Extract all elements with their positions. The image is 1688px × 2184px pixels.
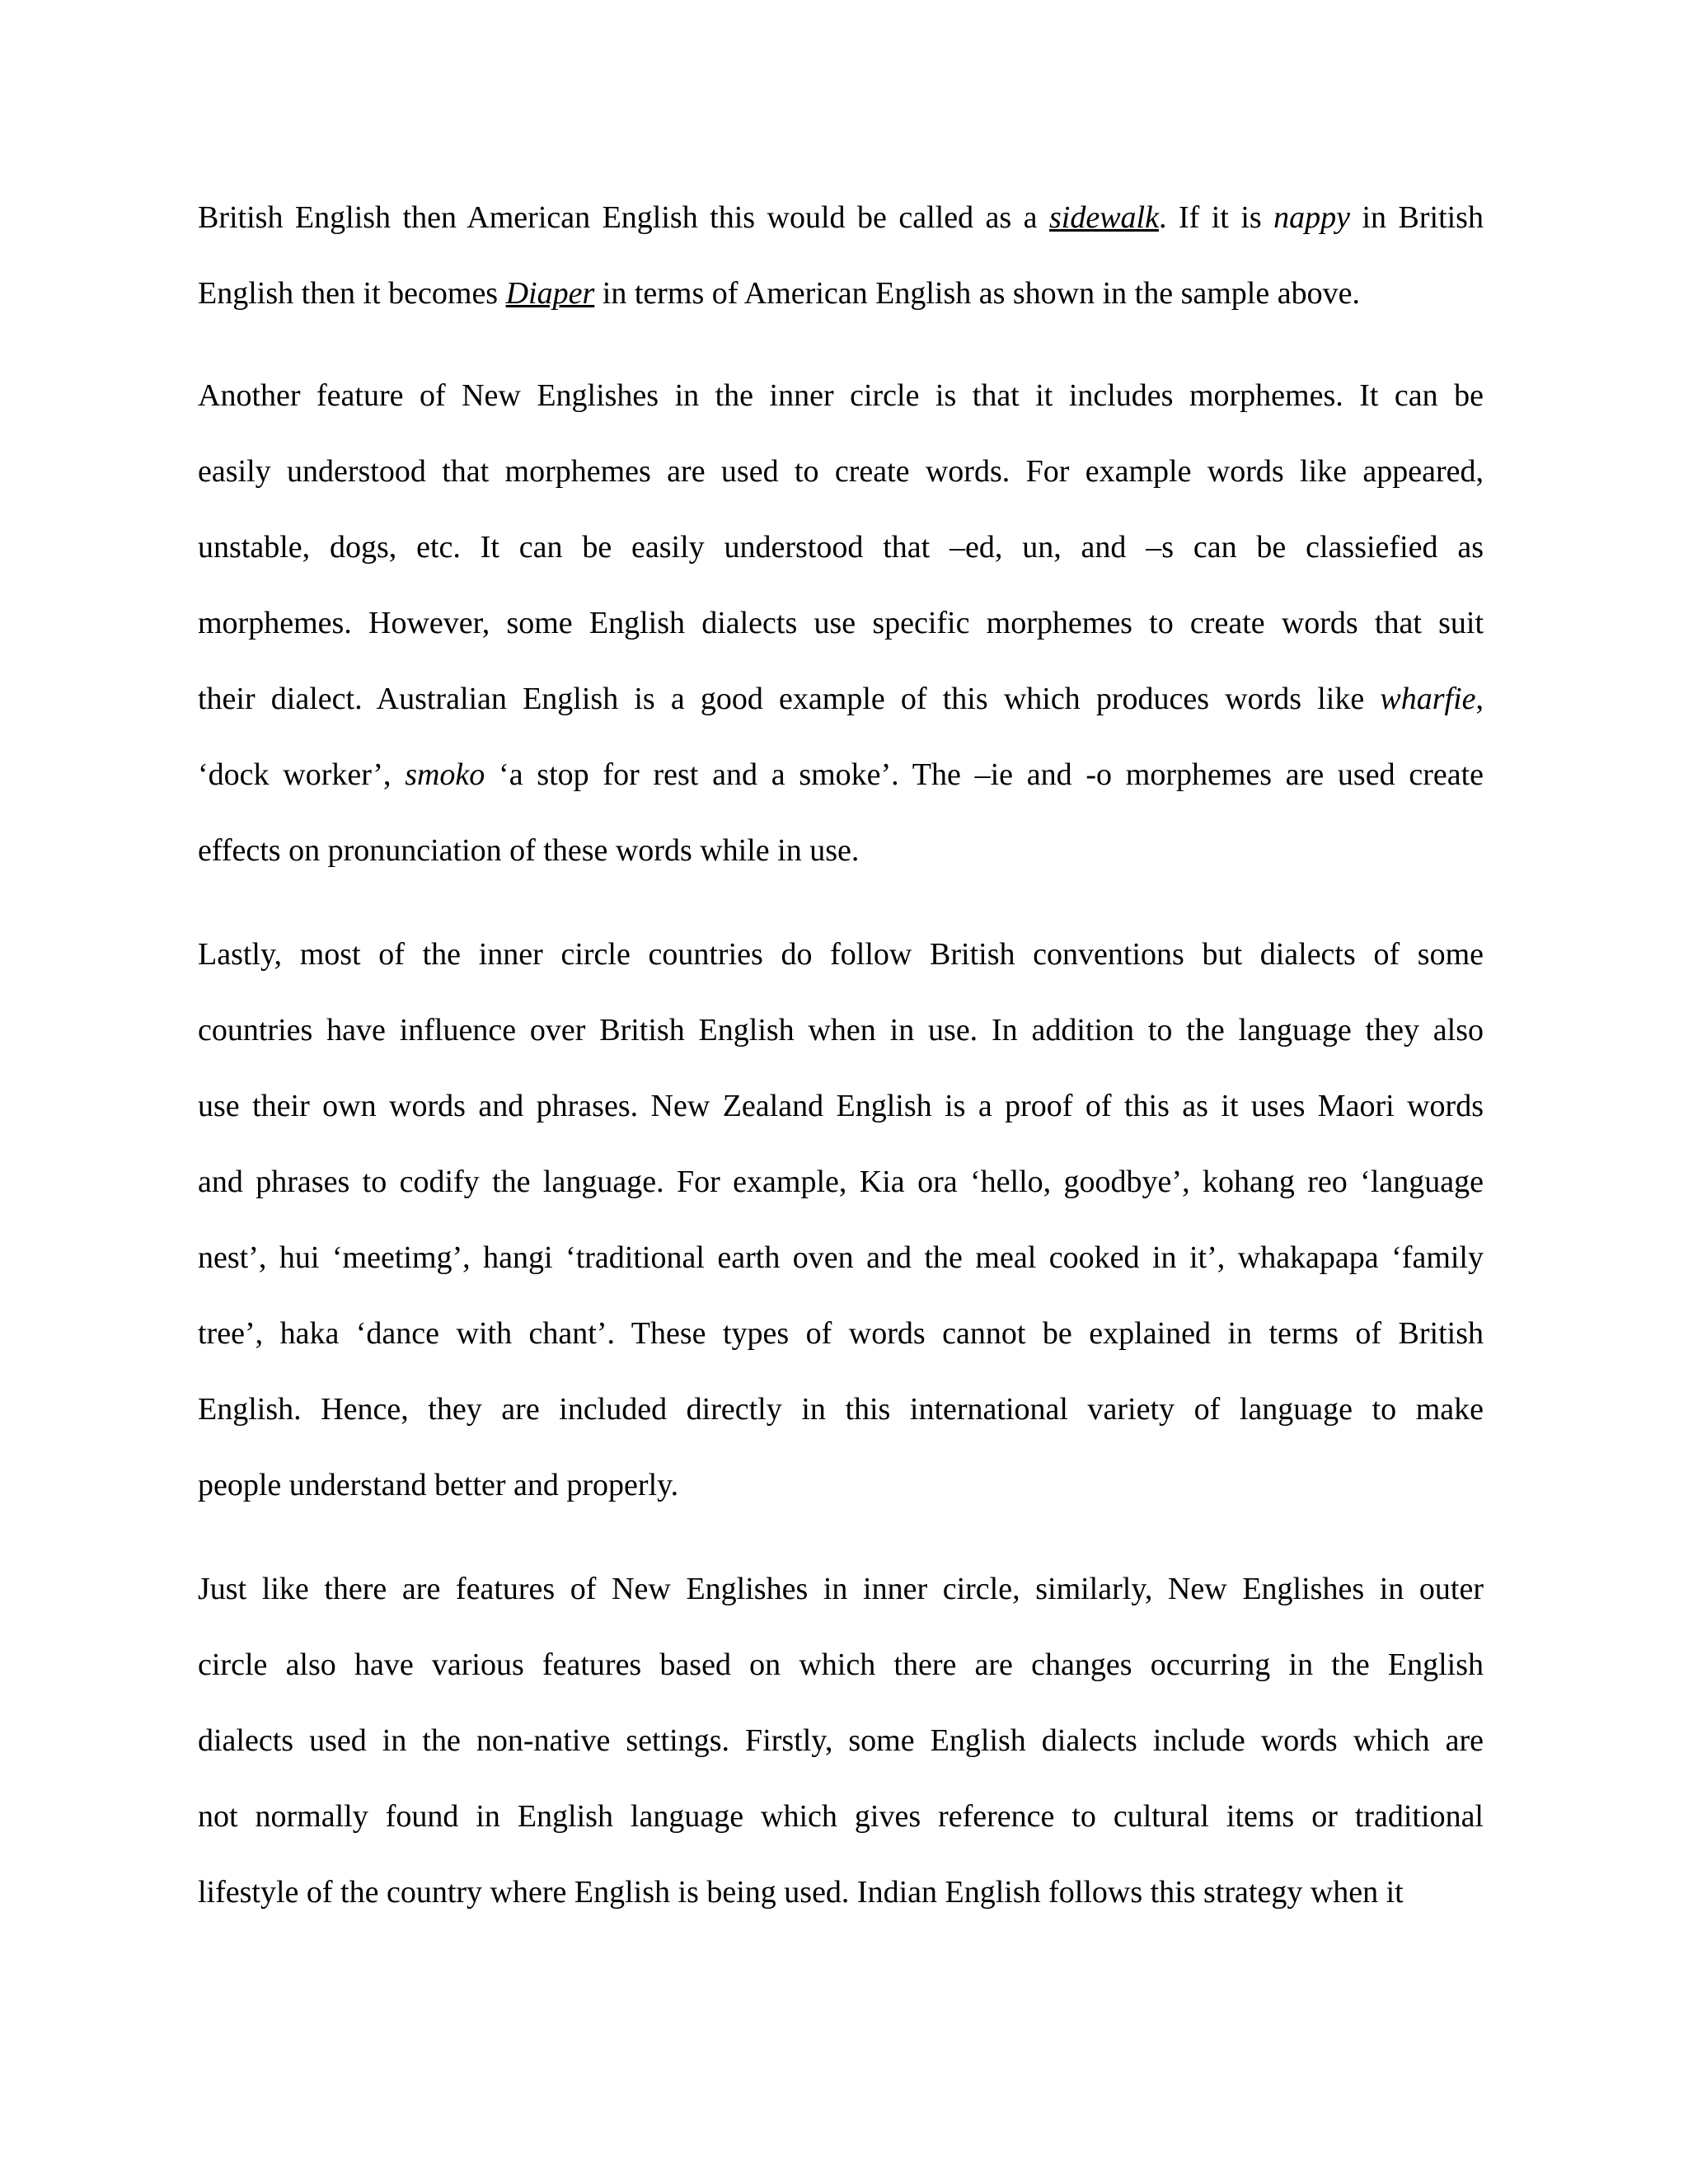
text-run: unstable, dogs, etc. It can be easily understood that –ed, un, and –s can be classiefied as — [198, 530, 1484, 565]
text-run: their dialect. Australian English is a good example of this which produces words like — [198, 682, 1381, 716]
text-run: nest’, hui ‘meetimg’, hangi ‘traditional earth oven and the meal cooked in it’, whakapapa ‘family — [198, 1240, 1484, 1275]
text-run: and phrases to codify the language. For example, Kia ora ‘hello, goodbye’, kohang reo ‘language — [198, 1165, 1484, 1199]
paragraph-3 — [198, 916, 1484, 1523]
text-line — [198, 509, 1484, 585]
text-line — [198, 992, 1484, 1068]
text-line — [198, 255, 1484, 331]
text-run: ‘a stop for rest and a smoke’. The –ie and -o morphemes are used create — [485, 757, 1484, 792]
text-line — [198, 737, 1484, 813]
text-line — [198, 585, 1484, 661]
text-run: dialects used in the non-native settings. Firstly, some English dialects include words which are — [198, 1723, 1484, 1758]
text-run: English. Hence, they are included directly in this international variety of language to make — [198, 1392, 1484, 1427]
text-line — [198, 1854, 1484, 1930]
text-line — [198, 434, 1484, 509]
text-line — [198, 813, 1484, 888]
text-run: use their own words and phrases. New Zealand English is a proof of this as it uses Maori words — [198, 1089, 1484, 1123]
text-run: , — [1475, 682, 1484, 716]
text-line — [198, 916, 1484, 992]
text-run: people understand better and properly. — [198, 1468, 679, 1502]
emphasized-term: Diaper — [505, 276, 595, 311]
text-line — [198, 1144, 1484, 1220]
text-line — [198, 661, 1484, 737]
text-run: Another feature of New Englishes in the inner circle is that it includes morphemes. It can be — [198, 378, 1484, 413]
text-line — [198, 1703, 1484, 1779]
text-run: circle also have various features based on which there are changes occurring in the English — [198, 1647, 1484, 1682]
text-run: not normally found in English language which gives reference to cultural items or traditional — [198, 1799, 1484, 1834]
emphasized-term: sidewalk — [1049, 200, 1159, 235]
paragraph-1 — [198, 180, 1484, 331]
text-run: in terms of American English as shown in the sample above. — [594, 276, 1360, 311]
text-run: Lastly, most of the inner circle countries do follow British conventions but dialects of some — [198, 937, 1484, 972]
text-line — [198, 1296, 1484, 1371]
text-run: British English then American English this would be called as a — [198, 200, 1049, 235]
text-line — [198, 1371, 1484, 1447]
text-line — [198, 180, 1484, 255]
text-run: English then it becomes — [198, 276, 506, 311]
text-run: Just like there are features of New Englishes in inner circle, similarly, New Englishes in outer — [198, 1572, 1484, 1606]
text-run: . If it is — [1158, 200, 1274, 235]
text-run: lifestyle of the country where English is being used. Indian English follows this strategy when it — [198, 1875, 1404, 1910]
text-line — [198, 1627, 1484, 1703]
text-run: countries have influence over British English when in use. In addition to the language they also — [198, 1013, 1484, 1047]
text-run: easily understood that morphemes are used to create words. For example words like appeared, — [198, 454, 1484, 489]
paragraph-2 — [198, 358, 1484, 888]
text-line — [198, 358, 1484, 434]
text-run: in British — [1350, 200, 1484, 235]
emphasized-term: nappy — [1273, 200, 1351, 235]
text-line — [198, 1551, 1484, 1627]
text-run: morphemes. However, some English dialects use specific morphemes to create words that suit — [198, 606, 1484, 640]
text-run: effects on pronunciation of these words while in use. — [198, 833, 860, 868]
text-line — [198, 1068, 1484, 1144]
text-line — [198, 1447, 1484, 1523]
text-line — [198, 1220, 1484, 1296]
emphasized-term: smoko — [405, 757, 485, 792]
text-run: ‘dock worker’, — [198, 757, 406, 792]
text-run: tree’, haka ‘dance with chant’. These types of words cannot be explained in terms of British — [198, 1316, 1484, 1351]
paragraph-4 — [198, 1551, 1484, 1930]
text-line — [198, 1779, 1484, 1854]
emphasized-term: wharfie — [1380, 682, 1476, 716]
